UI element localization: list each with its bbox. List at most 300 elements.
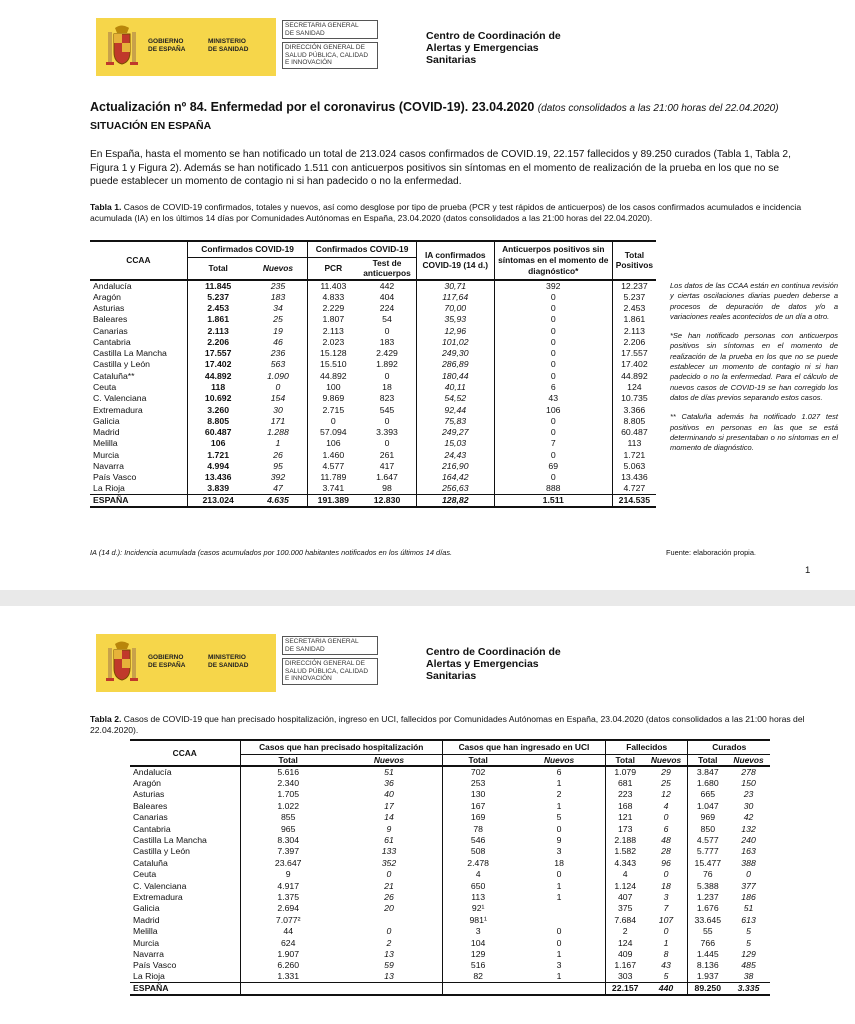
cell-tp: 1.721 bbox=[612, 449, 656, 460]
cell-fn: 96 bbox=[661, 857, 671, 868]
cell-tp: 113 bbox=[612, 438, 656, 449]
cell-nuevos: 95 bbox=[273, 461, 283, 472]
cell-ct: 5.388 bbox=[688, 880, 727, 891]
gobierno-text: GOBIERNO DE ESPAÑA bbox=[148, 38, 186, 53]
cell-tp: 3.366 bbox=[612, 404, 656, 415]
cell-ccaa: Navarra bbox=[93, 461, 124, 472]
cell-ac: 0 bbox=[494, 336, 612, 347]
cell-ut: 516 bbox=[443, 960, 514, 971]
cell-ac: 1.511 bbox=[494, 495, 612, 507]
table-row bbox=[90, 483, 656, 494]
ministerio-text: MINISTERIO DE SANIDAD bbox=[208, 654, 249, 669]
cell-fn: 4 bbox=[663, 800, 669, 811]
cell-ct: 1.676 bbox=[688, 903, 727, 914]
cell-cn: 5 bbox=[746, 937, 751, 948]
cell-cn: 129 bbox=[741, 948, 756, 959]
cell-nuevos: 235 bbox=[270, 280, 286, 291]
cell-ft: 7.684 bbox=[605, 914, 644, 925]
cell-hn: 40 bbox=[384, 789, 394, 800]
cell-ht bbox=[240, 983, 336, 995]
cell-ct: 8.136 bbox=[688, 960, 727, 971]
report-title: Actualización nº 84. Enfermedad por el coronavirus (COVID-19). 23.04.2020 (datos consolidados a las 21:00 horas del 22.04.2020) bbox=[90, 100, 779, 114]
cell-cn: 30 bbox=[743, 800, 754, 811]
cell-cn: 132 bbox=[741, 823, 756, 834]
cell-hn: 14 bbox=[384, 812, 394, 823]
cell-cn: 23 bbox=[743, 789, 754, 800]
cell-ct: 1.680 bbox=[688, 778, 727, 789]
cell-cn: 388 bbox=[741, 857, 756, 868]
cell-ccaa: Madrid bbox=[133, 914, 160, 925]
cell-ccaa: Cataluña bbox=[133, 857, 168, 868]
cell-ia: 128,82 bbox=[416, 495, 494, 507]
cell-test: 1.892 bbox=[376, 359, 398, 370]
table-row bbox=[130, 869, 770, 880]
cell-ct: 76 bbox=[688, 869, 727, 880]
cell-ft: 4.343 bbox=[605, 857, 644, 868]
cell-ct: 4.577 bbox=[688, 835, 727, 846]
cell-cn: 240 bbox=[741, 835, 756, 846]
cell-fn: 0 bbox=[663, 869, 669, 880]
cell-ccaa: Castilla y León bbox=[133, 846, 190, 857]
cell-ccaa: Canarias bbox=[93, 325, 128, 336]
cell-ia: 35,93 bbox=[416, 314, 494, 325]
cell-nuevos: 392 bbox=[270, 472, 286, 483]
cell-ac: 43 bbox=[494, 393, 612, 404]
table2-caption: Tabla 2. Casos de COVID-19 que han precisado hospitalización, ingreso en UCI, fallecidos por Comunidades Autónomas en España, 23.04.2020 (datos consolidados a las 21:00 horas del 22.04.2020). bbox=[90, 714, 805, 735]
cell-tp: 2.113 bbox=[612, 325, 656, 336]
cell-ccaa: Murcia bbox=[93, 449, 120, 460]
cell-un bbox=[513, 983, 605, 995]
cell-ccaa: Canarias bbox=[133, 812, 168, 823]
cell-ia: 92,44 bbox=[416, 404, 494, 415]
cell-ia: 286,89 bbox=[416, 359, 494, 370]
cell-ut: 508 bbox=[443, 846, 514, 857]
cell-hn bbox=[336, 983, 443, 995]
cell-nuevos: 1.288 bbox=[267, 427, 289, 438]
col-ia: IA confirmados COVID-19 (14 d.) bbox=[416, 241, 494, 280]
cell-ut: 650 bbox=[443, 880, 514, 891]
cell-hn: 26 bbox=[384, 891, 394, 902]
cell-pcr: 1.460 bbox=[308, 449, 358, 460]
cell-ct: 1.937 bbox=[688, 971, 727, 982]
cell-total: 4.994 bbox=[187, 461, 248, 472]
cell-un: 0 bbox=[556, 926, 562, 937]
cell-hn: 21 bbox=[384, 880, 394, 891]
cell-tp: 214.535 bbox=[612, 495, 656, 507]
cell-ccaa: Galicia bbox=[133, 903, 160, 914]
cell-hn: 61 bbox=[384, 835, 394, 846]
cell-ia: 256,63 bbox=[416, 483, 494, 494]
cell-tp: 2.453 bbox=[612, 303, 656, 314]
cell-ht: 2.694 bbox=[240, 903, 336, 914]
cell-ct: 5.777 bbox=[688, 846, 727, 857]
table-row bbox=[130, 949, 770, 960]
cell-tp: 5.237 bbox=[612, 291, 656, 302]
cell-ac: 392 bbox=[494, 280, 612, 292]
cell-ia: 249,30 bbox=[416, 348, 494, 359]
col-pcr: PCR bbox=[308, 257, 358, 280]
cell-test: 545 bbox=[379, 404, 395, 415]
cell-tp: 4.727 bbox=[612, 483, 656, 494]
table-2 bbox=[130, 739, 770, 996]
table-row bbox=[90, 359, 656, 370]
cell-ac: 0 bbox=[494, 348, 612, 359]
cell-ut: 981¹ bbox=[443, 914, 514, 925]
cell-pcr: 11.789 bbox=[308, 472, 358, 483]
cell-ac: 0 bbox=[494, 370, 612, 381]
col-cur-total: Total bbox=[688, 754, 727, 766]
cell-total: 2.113 bbox=[187, 325, 248, 336]
cell-ccaa: La Rioja bbox=[133, 971, 165, 982]
col-fall-total: Total bbox=[605, 754, 644, 766]
cell-fn: 3 bbox=[663, 891, 669, 902]
table-row bbox=[130, 766, 770, 778]
cell-un: 1 bbox=[556, 948, 562, 959]
cell-tp: 13.436 bbox=[612, 472, 656, 483]
cell-ct: 1.047 bbox=[688, 800, 727, 811]
cell-cn: 377 bbox=[741, 880, 756, 891]
cell-total: 17.557 bbox=[187, 348, 248, 359]
cell-ccaa: Extremadura bbox=[133, 891, 183, 902]
cell-fn: 8 bbox=[663, 948, 669, 959]
cell-cn: 3.335 bbox=[727, 983, 770, 995]
cell-pcr: 2.715 bbox=[308, 404, 358, 415]
cell-total: 5.237 bbox=[187, 291, 248, 302]
cell-ht: 1.705 bbox=[240, 789, 336, 800]
col-hospitalizacion: Casos que han precisado hospitalización bbox=[240, 740, 443, 754]
cell-ht: 5.616 bbox=[240, 766, 336, 778]
cell-fn: 0 bbox=[663, 926, 669, 937]
cell-total: 60.487 bbox=[187, 427, 248, 438]
cell-ia: 101,02 bbox=[416, 336, 494, 347]
cell-un: 18 bbox=[554, 857, 564, 868]
cell-nuevos: 26 bbox=[273, 449, 283, 460]
cell-ut: 169 bbox=[443, 812, 514, 823]
cell-ut: 92¹ bbox=[443, 903, 514, 914]
cell-ut bbox=[443, 983, 514, 995]
col-nuevos: Nuevos bbox=[262, 262, 294, 273]
table-row bbox=[90, 416, 656, 427]
cell-ct: 55 bbox=[688, 926, 727, 937]
department-boxes bbox=[282, 20, 378, 76]
cell-pcr: 15.128 bbox=[308, 348, 358, 359]
cell-hn: 352 bbox=[381, 857, 397, 868]
cell-total: 3.260 bbox=[187, 404, 248, 415]
cell-pcr: 57.094 bbox=[308, 427, 358, 438]
cell-pcr: 11.403 bbox=[308, 280, 358, 292]
cell-ut: 82 bbox=[443, 971, 514, 982]
cell-ct: 33.645 bbox=[688, 914, 727, 925]
table-row bbox=[90, 370, 656, 381]
page-number: 1 bbox=[805, 565, 811, 576]
cell-total: 17.402 bbox=[187, 359, 248, 370]
cell-hn: 133 bbox=[381, 846, 397, 857]
cell-ccaa: Andalucía bbox=[93, 280, 132, 291]
table-row bbox=[90, 393, 656, 404]
cell-ft: 168 bbox=[605, 800, 644, 811]
cell-ct: 15.477 bbox=[688, 857, 727, 868]
cell-cn: 278 bbox=[741, 767, 756, 778]
table-row bbox=[90, 449, 656, 460]
cell-tp: 10.735 bbox=[612, 393, 656, 404]
cell-ut: 2.478 bbox=[443, 857, 514, 868]
table-row bbox=[130, 937, 770, 948]
cell-fn: 440 bbox=[645, 983, 688, 995]
cell-ccaa: Castilla y León bbox=[93, 359, 150, 370]
cell-ut: 129 bbox=[443, 949, 514, 960]
col-hosp-nuevos: Nuevos bbox=[373, 754, 405, 765]
cell-cn: 0 bbox=[746, 869, 751, 880]
cell-nuevos: 25 bbox=[273, 314, 283, 325]
cell-ft: 1.124 bbox=[605, 880, 644, 891]
cell-hn: 17 bbox=[384, 800, 394, 811]
cell-test: 261 bbox=[379, 449, 395, 460]
cell-test: 1.647 bbox=[376, 472, 398, 483]
cell-test: 12.830 bbox=[358, 495, 416, 507]
table-row bbox=[130, 846, 770, 857]
cell-ia: 54,52 bbox=[416, 393, 494, 404]
table-total-row bbox=[90, 495, 656, 507]
centro-title: Centro de Coordinación de Alertas y Emergencias Sanitarias bbox=[426, 30, 561, 66]
table-row bbox=[130, 800, 770, 811]
cell-pcr: 4.833 bbox=[308, 291, 358, 302]
source-note: Fuente: elaboración propia. bbox=[666, 548, 756, 557]
cell-cn: 613 bbox=[741, 914, 756, 925]
cell-ccaa: País Vasco bbox=[133, 960, 177, 971]
cell-ccaa: Ceuta bbox=[93, 382, 117, 392]
cell-pcr: 3.741 bbox=[308, 483, 358, 494]
table-total-row bbox=[130, 983, 770, 995]
col-fallecidos: Fallecidos bbox=[605, 740, 688, 754]
cell-hn bbox=[336, 914, 443, 925]
cell-cn: 38 bbox=[743, 971, 754, 982]
secretaria-box: SECRETARIA GENERAL DE SANIDAD bbox=[282, 20, 378, 39]
cell-un: 6 bbox=[556, 767, 562, 778]
cell-ia: 216,90 bbox=[416, 461, 494, 472]
cell-ccaa: Cataluña** bbox=[93, 370, 135, 381]
cell-ft: 121 bbox=[605, 812, 644, 823]
table-row bbox=[130, 778, 770, 789]
cell-ct: 969 bbox=[688, 812, 727, 823]
cell-ft: 1.167 bbox=[605, 960, 644, 971]
cell-tp: 5.063 bbox=[612, 461, 656, 472]
cell-pcr: 0 bbox=[308, 416, 358, 427]
table-row bbox=[130, 823, 770, 834]
cell-ccaa: Cantabria bbox=[133, 823, 171, 834]
table-row bbox=[130, 789, 770, 800]
cell-cn: 163 bbox=[741, 846, 756, 857]
cell-ft: 2.188 bbox=[605, 835, 644, 846]
cell-nuevos: 34 bbox=[273, 302, 283, 313]
cell-ccaa: Castilla La Mancha bbox=[133, 835, 207, 846]
cell-ccaa: C. Valenciana bbox=[93, 393, 147, 404]
cell-ct: 89.250 bbox=[688, 983, 727, 995]
col-anticuerpos: Anticuerpos positivos sin síntomas en el momento de diagnóstico* bbox=[494, 241, 612, 280]
cell-ht: 6.260 bbox=[240, 960, 336, 971]
cell-ccaa: Castilla La Mancha bbox=[93, 348, 167, 359]
cell-pcr: 9.869 bbox=[308, 393, 358, 404]
cell-ccaa: Andalucía bbox=[133, 767, 172, 778]
cell-pcr: 2.229 bbox=[308, 303, 358, 314]
cell-cn: 485 bbox=[741, 960, 756, 971]
cell-ut: 546 bbox=[443, 835, 514, 846]
table-row bbox=[90, 348, 656, 359]
table-row bbox=[90, 291, 656, 302]
cell-ut: 104 bbox=[443, 937, 514, 948]
ministerio-text: MINISTERIO DE SANIDAD bbox=[208, 38, 249, 53]
cell-ut: 113 bbox=[443, 892, 514, 903]
cell-ht: 7.077² bbox=[240, 914, 336, 925]
cell-ac: 69 bbox=[494, 461, 612, 472]
cell-un: 0 bbox=[556, 937, 562, 948]
cell-ccaa: Galicia bbox=[93, 415, 120, 426]
summary-paragraph: En España, hasta el momento se han notificado un total de 213.024 casos confirmados de COVID.19, 22.157 fallecidos y 89.250 curados (Tabla 1, Tabla 2, Figura 1 y Figura 2). Además se han notificado 1.511 con anticuerpos positivos sin síntomas en el momento de realización de la prueba en los que no se puede establecer un momento de contagio ni si han padecido o no la enfermedad. bbox=[90, 149, 791, 187]
table1-caption: Tabla 1. Casos de COVID-19 confirmados, totales y nuevos, así como desglose por tipo de prueba (PCR y test rápidos de anticuerpos) de los casos confirmados acumulados e incidencia acumulada (IA) en los últimos 14 días por Comunidades Autónomas en España, 23.04.2020 (datos consolidados a las 21:00 horas del 22.04.2020). bbox=[90, 202, 802, 223]
cell-tp: 2.206 bbox=[612, 336, 656, 347]
table-row bbox=[90, 472, 656, 483]
cell-pcr: 2.113 bbox=[308, 325, 358, 336]
note-1: Los datos de las CCAA están en continua revisión y ciertas oscilaciones diarias pueden deberse a procesos de depuración de datos y/o a variaciones reales acontecidos de un día a otro. bbox=[670, 281, 838, 321]
table-row bbox=[130, 960, 770, 971]
cell-cn: 51 bbox=[743, 903, 754, 914]
col-test: Test de anticuerpos bbox=[363, 257, 411, 279]
cell-un: 3 bbox=[556, 846, 562, 857]
cell-ut: 253 bbox=[443, 778, 514, 789]
cell-ft: 173 bbox=[605, 823, 644, 834]
cell-ac: 0 bbox=[494, 291, 612, 302]
cell-test: 404 bbox=[379, 291, 395, 302]
cell-test: 0 bbox=[384, 325, 390, 336]
cell-ct: 665 bbox=[688, 789, 727, 800]
cell-ft: 124 bbox=[605, 937, 644, 948]
cell-fn: 12 bbox=[661, 789, 671, 800]
table-row bbox=[130, 971, 770, 982]
cell-hn: 13 bbox=[384, 948, 394, 959]
cell-ac: 888 bbox=[494, 483, 612, 494]
cell-cn: 5 bbox=[746, 926, 751, 937]
cell-ccaa: Murcia bbox=[133, 937, 160, 948]
cell-ia: 70,00 bbox=[416, 303, 494, 314]
cell-tp: 124 bbox=[612, 382, 656, 393]
cell-ft: 22.157 bbox=[605, 983, 644, 995]
cell-test: 54 bbox=[382, 314, 392, 325]
cell-ht: 4.917 bbox=[240, 880, 336, 891]
cell-test: 18 bbox=[382, 382, 392, 392]
cell-hn: 9 bbox=[386, 823, 392, 834]
cell-ht: 855 bbox=[240, 812, 336, 823]
cell-ac: 106 bbox=[494, 404, 612, 415]
cell-total: 11.845 bbox=[187, 280, 248, 292]
cell-tp: 12.237 bbox=[612, 280, 656, 292]
cell-ccaa: C. Valenciana bbox=[133, 880, 187, 891]
cell-ac: 0 bbox=[494, 303, 612, 314]
cell-un: 2 bbox=[556, 789, 562, 800]
direccion-box: DIRECCIÓN GENERAL DE SALUD PÚBLICA, CALIDAD E INNOVACIÓN bbox=[282, 658, 378, 685]
table-row bbox=[90, 303, 656, 314]
cell-un: 0 bbox=[556, 869, 562, 880]
cell-ia: 180,44 bbox=[416, 370, 494, 381]
department-boxes bbox=[282, 636, 378, 692]
table-row bbox=[130, 926, 770, 937]
cell-fn: 1 bbox=[663, 937, 669, 948]
cell-ac: 0 bbox=[494, 416, 612, 427]
cell-ht: 9 bbox=[240, 869, 336, 880]
cell-ia: 249,27 bbox=[416, 427, 494, 438]
cell-nuevos: 1.090 bbox=[267, 370, 289, 381]
table-row bbox=[90, 280, 656, 292]
note-2: *Se han notificado personas con anticuerpos positivos sin síntomas en el momento de realización de la prueba en los que no se puede establecer un momento de contagio ni si han padecido o no la enfermedad. Para el cálculo de nuevos casos de COVID-19 se han corregido los datos de días previos separando estos casos. bbox=[670, 331, 838, 402]
section-heading: SITUACIÓN EN ESPAÑA bbox=[90, 120, 212, 132]
cell-hn: 0 bbox=[386, 869, 392, 880]
cell-ccaa: Baleares bbox=[93, 314, 128, 325]
cell-ut: 167 bbox=[443, 800, 514, 811]
gobierno-logo bbox=[96, 18, 276, 76]
table-row bbox=[90, 325, 656, 336]
cell-ccaa: Navarra bbox=[133, 948, 164, 959]
cell-pcr: 1.807 bbox=[308, 314, 358, 325]
cell-ct: 1.237 bbox=[688, 892, 727, 903]
cell-ht: 624 bbox=[240, 937, 336, 948]
cell-total: 13.436 bbox=[187, 472, 248, 483]
cell-un bbox=[513, 914, 605, 925]
cell-total: 3.839 bbox=[187, 483, 248, 494]
cell-hn: 2 bbox=[386, 937, 392, 948]
cell-fn: 6 bbox=[663, 823, 669, 834]
cell-ia: 15,03 bbox=[416, 438, 494, 449]
cell-total: 118 bbox=[187, 382, 248, 393]
col-curados: Curados bbox=[688, 740, 770, 754]
cell-un: 0 bbox=[556, 823, 562, 834]
cell-nuevos: 563 bbox=[270, 359, 286, 370]
cell-ft: 4 bbox=[605, 869, 644, 880]
cell-total: 44.892 bbox=[187, 370, 248, 381]
cell-tp: 17.402 bbox=[612, 359, 656, 370]
cell-nuevos: 0 bbox=[275, 382, 281, 392]
cell-hn: 0 bbox=[386, 926, 392, 937]
cell-fn: 7 bbox=[663, 903, 669, 914]
cell-test: 823 bbox=[379, 393, 395, 404]
cell-ccaa: La Rioja bbox=[93, 483, 125, 494]
coat-of-arms-icon bbox=[104, 640, 140, 686]
cell-total: 106 bbox=[187, 438, 248, 449]
cell-ft: 407 bbox=[605, 892, 644, 903]
cell-ct: 766 bbox=[688, 937, 727, 948]
cell-ia: 12,96 bbox=[416, 325, 494, 336]
cell-un: 1 bbox=[556, 800, 562, 811]
cell-ht: 23.647 bbox=[240, 857, 336, 868]
table-row bbox=[130, 914, 770, 925]
cell-fn: 28 bbox=[661, 846, 671, 857]
cell-ac: 7 bbox=[494, 438, 612, 449]
table-row bbox=[90, 404, 656, 415]
cell-test: 0 bbox=[384, 370, 390, 381]
cell-hn: 20 bbox=[384, 903, 394, 914]
direccion-box: DIRECCIÓN GENERAL DE SALUD PÚBLICA, CALIDAD E INNOVACIÓN bbox=[282, 42, 378, 69]
cell-nuevos: 154 bbox=[270, 393, 286, 404]
cell-total: 8.805 bbox=[187, 416, 248, 427]
table-row bbox=[90, 336, 656, 347]
cell-cn: 150 bbox=[741, 778, 756, 789]
cell-total: 213.024 bbox=[187, 495, 248, 507]
cell-test: 2.429 bbox=[376, 348, 398, 359]
cell-ia: 75,83 bbox=[416, 416, 494, 427]
cell-tp: 60.487 bbox=[612, 427, 656, 438]
cell-ht: 2.340 bbox=[240, 778, 336, 789]
cell-nuevos: 171 bbox=[270, 415, 286, 426]
cell-ht: 1.022 bbox=[240, 800, 336, 811]
col-uci-nuevos: Nuevos bbox=[543, 754, 575, 765]
side-notes bbox=[670, 281, 838, 453]
